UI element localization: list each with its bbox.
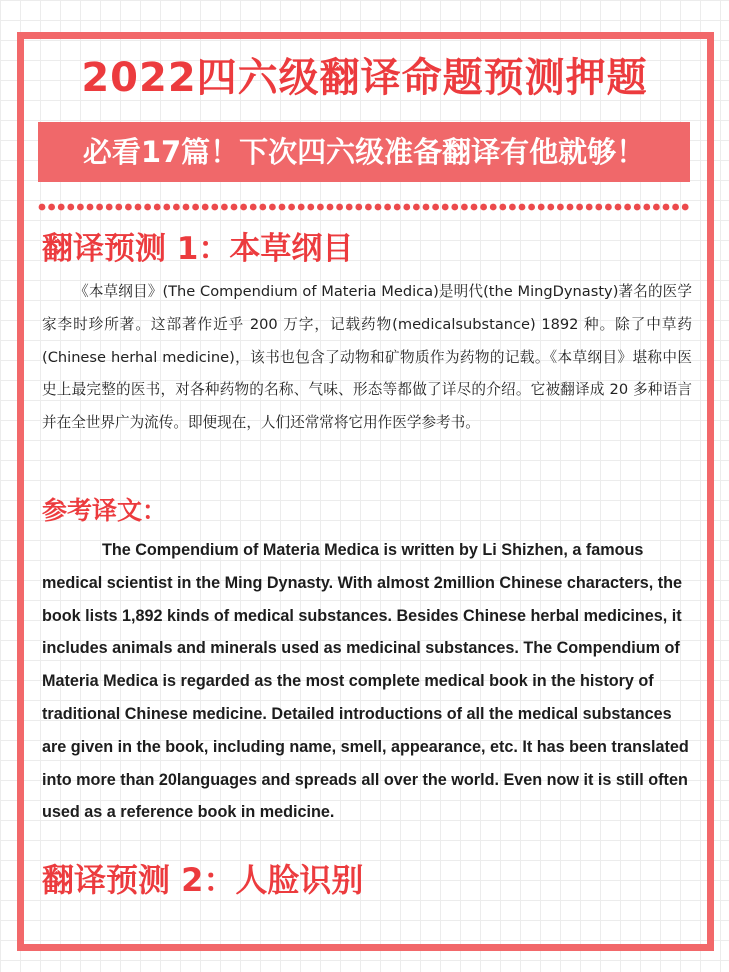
divider-dot (528, 204, 535, 211)
divider-dot (605, 204, 612, 211)
divider-dot (663, 204, 670, 211)
divider-dot (576, 204, 583, 211)
divider-dot (58, 204, 65, 211)
subtitle-banner: 必看17篇！下次四六级准备翻译有他就够！ (38, 122, 690, 182)
divider-dot (39, 204, 46, 211)
english-translation: The Compendium of Materia Medica is written by Li Shizhen, a famous medical scientist in the Ming Dynasty. With almost 2million Chinese characters, the book lists 1,892 kinds of medical substances. Besides Chinese herbal medicines, it includes animals and minerals used as medicinal substances. The Compendium of Materia Medica is regarded as the most complete medical book in the history of traditional Chinese medicine. Detailed introductions of all the medical substances are given in the book, including name, smell, appearance, etc. It has been translated into more than 20languages and spreads all over the world. Even now it is still often used as a reference book in medicine. (42, 541, 689, 822)
divider-dot (451, 204, 458, 211)
divider-dot (307, 204, 314, 211)
divider-dot (221, 204, 228, 211)
divider-dot (394, 204, 401, 211)
chinese-passage: 《本草纲目》(The Compendium of Materia Medica)是明代(the MingDynasty)著名的医学家李时珍所著。这部著作近乎 200 万字，记载药物(medicalsubstance) 1892 种。除了中草药(Chinese herhal medicine)，该书也包含了动物和矿物质作为药物的记载。《本草纲目》堪称中医史上最完整的医书，对各种药物的名称、气味、形态等都做了详尽的介绍。它被翻译成 20 多种语言并在全世界广为流传。即便现在，人们还常常将它用作医学参考书。 (42, 283, 692, 432)
divider-dot (442, 204, 449, 211)
divider-dot (547, 204, 554, 211)
divider-dot (163, 204, 170, 211)
divider-dot (490, 204, 497, 211)
divider-dot (384, 204, 391, 211)
divider-dot (423, 204, 430, 211)
divider-dot (375, 204, 382, 211)
divider-dot (586, 204, 593, 211)
divider-dot (595, 204, 602, 211)
divider-dot (192, 204, 199, 211)
divider-dot (519, 204, 526, 211)
divider-dot (250, 204, 257, 211)
divider-dot (144, 204, 151, 211)
divider-dot (106, 204, 113, 211)
divider-dot (125, 204, 132, 211)
divider-dot (135, 204, 142, 211)
divider-dot (461, 204, 468, 211)
divider-dot (173, 204, 180, 211)
divider-dot (634, 204, 641, 211)
divider-dot (279, 204, 286, 211)
reference-translation-label: 参考译文： (42, 496, 168, 525)
divider-dot (154, 204, 161, 211)
divider-dot (67, 204, 74, 211)
divider-dot (499, 204, 506, 211)
divider-dot (403, 204, 410, 211)
divider-dot (682, 204, 689, 211)
divider-dot (653, 204, 660, 211)
divider-dot (327, 204, 334, 211)
divider-dot (471, 204, 478, 211)
divider-dot (202, 204, 209, 211)
divider-dot (317, 204, 324, 211)
divider-dot (87, 204, 94, 211)
divider-dot (643, 204, 650, 211)
section-heading-1: 翻译预测 1：本草纲目 (42, 231, 354, 267)
divider-dot (211, 204, 218, 211)
divider-dot (336, 204, 343, 211)
divider-dot (567, 204, 574, 211)
divider-dot (355, 204, 362, 211)
divider-dot (115, 204, 122, 211)
divider-dot (557, 204, 564, 211)
divider-dot (183, 204, 190, 211)
page-title: 2022四六级翻译命题预测押题 (81, 55, 648, 101)
divider-dot (624, 204, 631, 211)
divider-dot (259, 204, 266, 211)
divider-dot (413, 204, 420, 211)
divider-dot (432, 204, 439, 211)
divider-dot (538, 204, 545, 211)
divider-dot (240, 204, 247, 211)
divider-dot (288, 204, 295, 211)
divider-dot (231, 204, 238, 211)
divider-dot (298, 204, 305, 211)
dotted-divider (38, 201, 690, 213)
divider-dot (269, 204, 276, 211)
divider-dot (346, 204, 353, 211)
divider-dot (615, 204, 622, 211)
divider-dot (672, 204, 679, 211)
divider-dot (480, 204, 487, 211)
divider-dot (77, 204, 84, 211)
divider-dot (365, 204, 372, 211)
divider-dot (96, 204, 103, 211)
divider-dot (509, 204, 516, 211)
divider-dot (48, 204, 55, 211)
section-heading-2: 翻译预测 2：人脸识别 (42, 861, 364, 899)
